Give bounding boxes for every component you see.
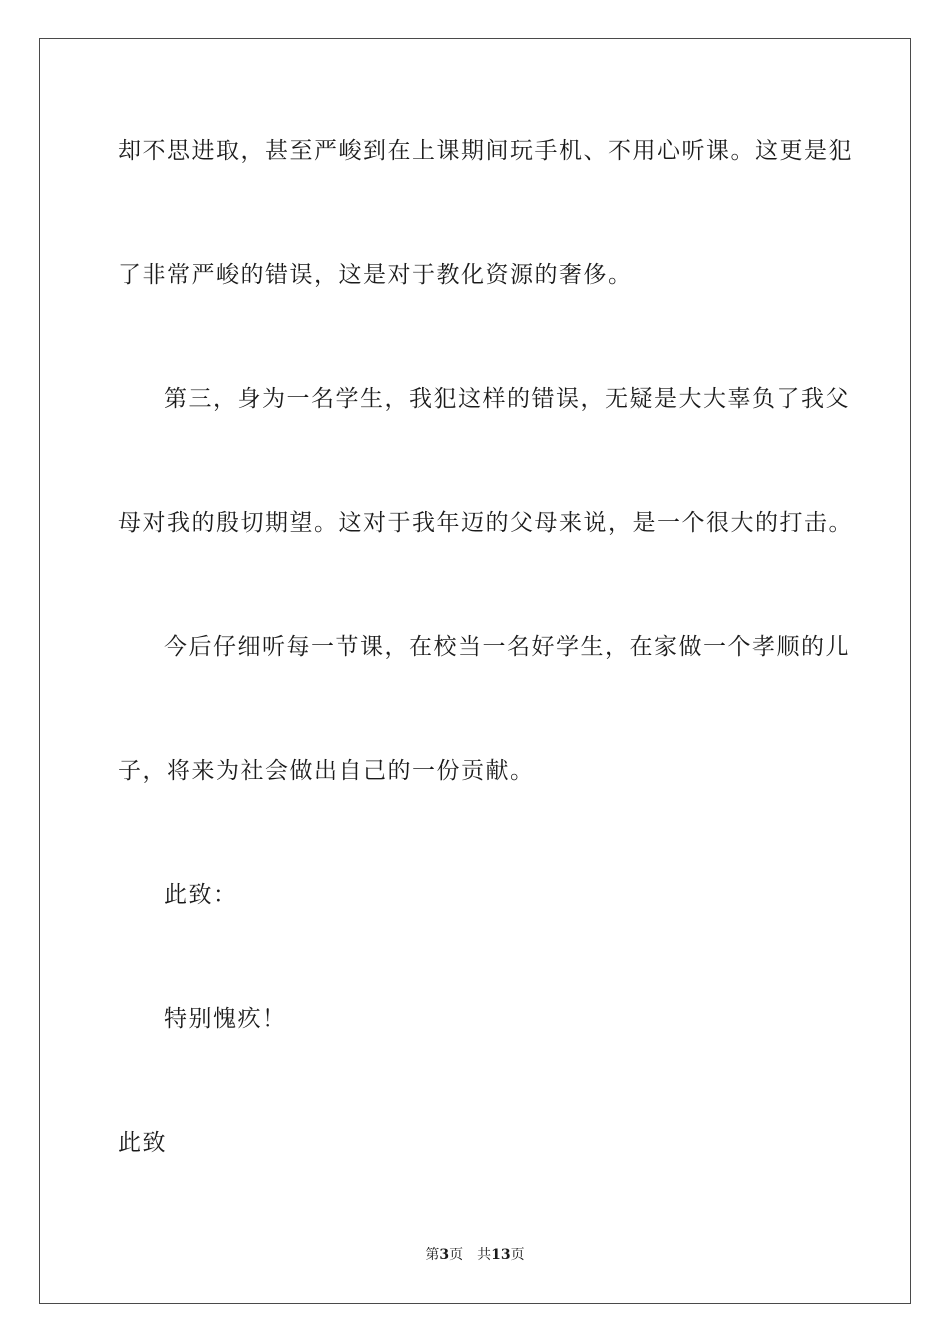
page-footer	[0, 1246, 950, 1264]
paragraph-line-6: 子，将来为社会做出自己的一份贡献。	[118, 758, 535, 784]
footer-page-prefix: 第	[425, 1247, 440, 1263]
paragraph-line-4: 母对我的殷切期望。这对于我年迈的父母来说，是一个很大的打击。	[118, 510, 853, 536]
closing-salutation: 此致：	[164, 882, 238, 908]
closing-line: 此致	[118, 1130, 167, 1156]
paragraph-line-1: 却不思进取，甚至严峻到在上课期间玩手机、不用心听课。这更是犯	[118, 138, 853, 164]
footer-total-prefix: 共	[477, 1247, 492, 1263]
footer-page-suffix: 页	[449, 1247, 464, 1263]
footer-page-number: 3	[439, 1247, 450, 1263]
paragraph-line-3: 第三，身为一名学生，我犯这样的错误，无疑是大大辜负了我父	[164, 386, 850, 412]
apology-line: 特别愧疚！	[164, 1006, 287, 1032]
footer-total-pages: 13	[491, 1247, 511, 1263]
paragraph-line-5: 今后仔细听每一节课，在校当一名好学生，在家做一个孝顺的儿	[164, 634, 850, 660]
page-border	[39, 38, 911, 1304]
paragraph-line-2: 了非常严峻的错误，这是对于教化资源的奢侈。	[118, 262, 633, 288]
footer-total-suffix: 页	[510, 1247, 525, 1263]
